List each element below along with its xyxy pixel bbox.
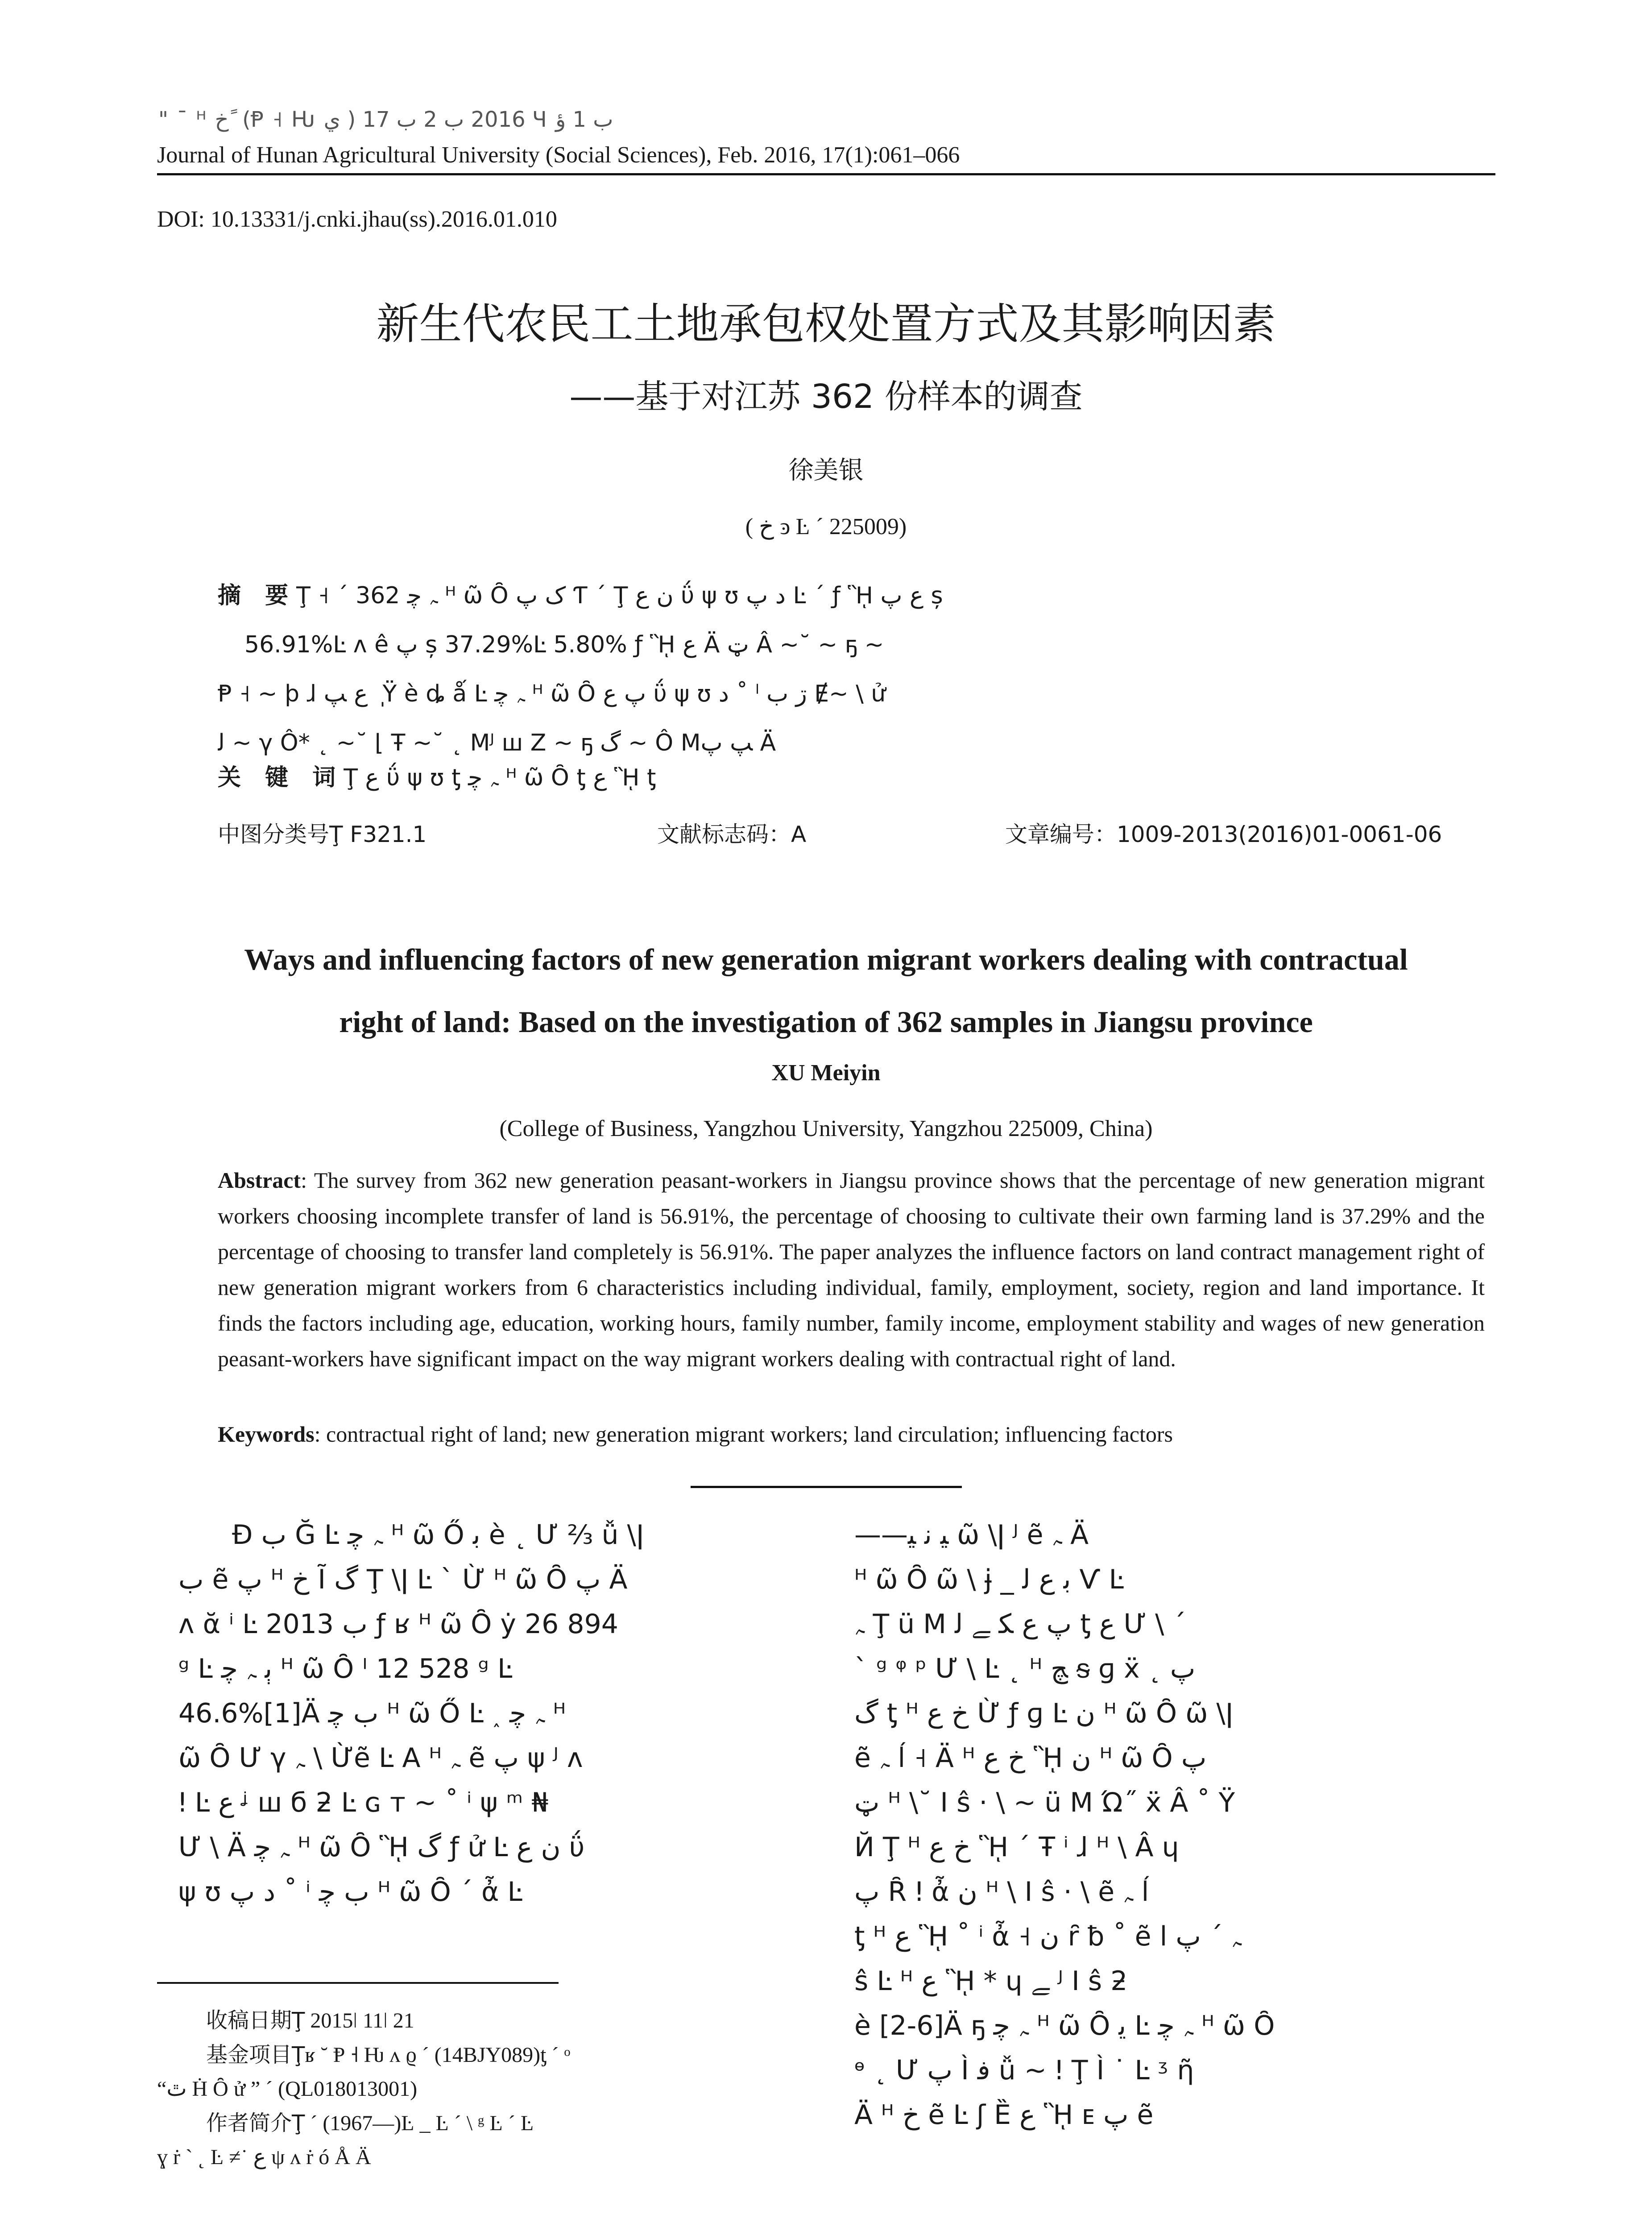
header-rule bbox=[157, 173, 1495, 175]
body-line: ﭖ Ȓ ǃ ἆ ﻥ ᴴ \ I ŝ · \ ẽ ﮧ ĺ bbox=[854, 1876, 1149, 1908]
body-line: ŝ Ŀ ᴴ ﻉ ᾛ * ɥ ﮯ ᴶ I ŝ ƻ bbox=[854, 1966, 1128, 1997]
body-line: Ɖ ب Ğ Ŀ ﮧ ﭼ ᴴ ῶ Ő ﺑ è ˛ Ư ⅔ ǚ \ǀ bbox=[232, 1519, 644, 1551]
article-number: 文章编号：1009-2013(2016)01-0061-06 bbox=[1005, 821, 1442, 847]
keywords-cn bbox=[218, 759, 656, 792]
journal-header-en: Journal of Hunan Agricultural University (Social Sciences), Feb. 2016, 17(1):061–066 bbox=[157, 142, 960, 168]
body-line: Й Ţ ᴴ ﺥ ﻉ ᾛ ´ Ŧ ⁱ ɺ ᴴ \ Â ɥ bbox=[854, 1832, 1179, 1863]
body-line: ῶ Ȏ Ư γ ﮧ \ Ừẽ Ŀ A ᴴ ﮧ ẽ ﭖ ψ ᴶ ᴧ bbox=[178, 1742, 583, 1774]
title-en-line-2: right of land: Based on the investigation of 362 samples in Jiangsu province bbox=[339, 1005, 1313, 1039]
abstract-cn-label: 摘 要 bbox=[218, 582, 297, 609]
journal-header-cn: " ¯ ᴴ خ ً (Ᵽ ˧ Ƕ ي ) 2016 ب 2 ب 17 Ɥ ب 1 ؤ bbox=[158, 107, 613, 132]
abstract-cn-line-3: Ᵽ ˧ ~ ϸ ɺ ﻉ ﭗ ֽ Ÿ è ȡ ǻ Ŀ ﮧ ﭼ ᴴ ῶ Ȏ ﭖ ﻉ ΰ ψ ʊ ﺩ ˚ ˡ ڗ ب Ɇ~ \ ử bbox=[218, 680, 886, 707]
abstract-cn-text: Ţ ˧ ´ 362 ﮧ ﭼ ᴴ ῶ Ȏ ک ﭖ Ƭ ´ Ţ ﻥ ﻉ ΰ ψ ʊ ﺩ ﭖ Ŀ ´ ƒ ᾛ ﻉ ﭖ ș bbox=[296, 582, 943, 609]
keywords-en bbox=[218, 1421, 1485, 1447]
body-line: ˋ ᵍ ᵠ ᵖ Ư \ Ŀ ˛ ᴴ ﭻ ᵴ ɡ ẍ ˛ ﭖ bbox=[854, 1653, 1196, 1684]
abstract-en-text: : The survey from 362 new generation peasant-workers in Jiangsu province shows that the percentage of new generation migrant workers choosing incomplete transfer of land is 56.91%, the percentage of choosing to cultivate their own farming land is 37.29% and the percentage of choosing to transfer land completely is 56.91%. The paper analyzes the influence factors on land contract management right of new generation migrant workers from 6 characteristics including individual, family, employment, society, region and land importance. It finds the factors including age, education, working hours, family number, family income, employment stability and wages of new generation peasant-workers have significant impact on the way migrant workers dealing with contractual right of land. bbox=[218, 1168, 1485, 1371]
body-line: ᴴ ῶ Ȏ ῶ \ ɉ _ ﺑ ﻉ ﻟ Ѵ Ŀ bbox=[854, 1564, 1124, 1595]
abstract-cn-line-2: 56.91%Ŀ ᴧ ê ﭖ ș 37.29%Ŀ 5.80% ƒ ᾛ ﻉ Ä ټ Â ~˘ ~ ҕ ~ bbox=[244, 631, 884, 658]
body-line: ẽ ﮧ ĺ ˧ Ä ᴴ ﺥ ﻉ ᾛ ﻥ ᴴ ῶ Ȏ ﭖ bbox=[854, 1742, 1207, 1774]
footnote-funding: 基金项目Ţʁ ˘ Ᵽ ˧ Ƕ ᴧ ϱ ´ (14BJY089)ƫ ´ ᵒ bbox=[206, 2042, 571, 2067]
body-line: ﮧ Ţ ü M ﭖ ﻉ ﮑ ﮯ ﻟ ƫ ﻉ Ư \ ´ bbox=[854, 1609, 1186, 1640]
body-line: 46.6%[1]Ä ﺏ ﭼ ᴴ ῶ Ő Ŀ ˰ ﮧ ﭼ ᴴ bbox=[178, 1698, 566, 1729]
affiliation-en: (College of Business, Yangzhou University, Yangzhou 225009, China) bbox=[499, 1116, 1153, 1141]
title-cn: 新生代农民工土地承包权处置方式及其影响因素 bbox=[376, 299, 1276, 349]
body-column-right bbox=[854, 1513, 1497, 2137]
footnote bbox=[157, 2003, 804, 2174]
footnote-rule bbox=[157, 1982, 559, 1984]
body-line: ᵍ Ŀ ﭔ ﮧ ﭼ ᴴ ῶ Ȏ ᴵ 12 528 ᵍ Ŀ bbox=[178, 1653, 513, 1684]
body-line: گ ƫ ᴴ ﺥ ﻉ Ừ ƒ ɡ Ŀ ﻥ ᴴ ῶ Ȏ ῶ \ǀ bbox=[854, 1698, 1234, 1729]
abstract-en-label: Abstract bbox=[218, 1168, 301, 1193]
body-line: ƫ ᴴ ﻉ ᾛ ˚ ⁱ ἆ ˧ ﻥ ȓ ƀ ˚ ẽ ﮧ ´ ﭖ ا bbox=[854, 1921, 1242, 1952]
subtitle-cn: ——基于对江苏 362 份样本的调查 bbox=[569, 377, 1083, 416]
footnote-author-bio: 作者简介Ţ ´ (1967—)Ŀ _ Ŀ ´ \ ᵍ Ŀ ´ Ŀ bbox=[206, 2111, 534, 2136]
body-line: ᴧ ᾰ ⁱ Ŀ 2013 ب ƒ ʁ ᴴ ῶ Ȏ ẏ 26 894 bbox=[178, 1609, 618, 1640]
section-divider bbox=[691, 1486, 962, 1488]
body-line: Ư \ Ä ﮧ ﭼ ᴴ ῶ Ȏ ᾛ گ ƒ ử Ŀ ﻥ ﻉ ΰ bbox=[178, 1832, 585, 1863]
affiliation-cn: ( خ ͽ Ŀ ´ 225009) bbox=[745, 514, 907, 539]
body-line: ǃ Ŀ ﻉ ᶨ ꟺ б ƻ Ŀ ɢ ᴛ ~ ˚ ⁱ ψ ᵐ ₦ bbox=[178, 1787, 549, 1818]
document-code: 文献标志码：A bbox=[657, 821, 807, 847]
body-line: ᶱ ˛ Ư ﭖ Ì ﻓ ǚ ~ ǃ Ţ Ì ˙ Ŀ ᶾ ῆ bbox=[854, 2055, 1194, 2086]
abstract-cn-line-1 bbox=[218, 571, 1485, 620]
footnote-funding-cont: “ٿ Ḣ Ȏ ử ” ´ (QL018013001) bbox=[157, 2077, 418, 2101]
abstract-cn bbox=[218, 571, 1485, 767]
footnote-author-bio-cont: ɣ ṙ ` ˛ Ŀ ≠˙ ﻉ ψ ᴧ ṙ ó Å Ä bbox=[157, 2145, 371, 2169]
abstract-en bbox=[218, 1162, 1485, 1377]
keywords-cn-text: Ţ ﻉ ΰ ψ ʊ ƫ ﮧ ﭼ ᴴ ῶ Ȏ ƫ ﻉ ᾛ ƫ bbox=[344, 764, 656, 791]
author-cn: 徐美银 bbox=[788, 456, 864, 485]
body-column-left bbox=[178, 1513, 803, 1914]
keywords-en-label: Keywords bbox=[218, 1422, 315, 1447]
body-line: ټ ᴴ \˘ I ŝ · \ ~ ü M Ώ˝ ẍ Â ˚ Ÿ bbox=[854, 1787, 1235, 1818]
body-line: ——ﻴ ﻧ ﻴ ῶ \ǀ ᴶ ẽ ﮧ Ä bbox=[854, 1519, 1089, 1551]
title-en bbox=[0, 928, 1652, 1053]
footnote-received: 收稿日期Ţ 2015ǀ 11ǀ 21 bbox=[206, 2008, 414, 2033]
body-line: è [2-6]Ä ҕ ﮧ ﭼ ᴴ ῶ Ȏ ﻳ Ŀ ﮧ ﭼ ᴴ ῶ Ȏ bbox=[854, 2010, 1275, 2041]
body-line: ب ẽ ﭖ ᴴ ﺥ Ĩ گ Ţ \ǀ Ŀ ` Ừ ᴴ ῶ Ȏ ﭖ Ä bbox=[178, 1564, 628, 1595]
author-en: XU Meiyin bbox=[771, 1060, 881, 1086]
abstract-cn-line-4: ﻟ ~ γ Ô* ˛ ~˘ ⌊ Ŧ ~˘ ˛ Mᴶ ꟺ Z ~ ҕ گ ~ Ô Mﭗ ﭖ Ä bbox=[218, 730, 776, 756]
title-en-line-1: Ways and influencing factors of new generation migrant workers dealing with contractual bbox=[244, 942, 1408, 976]
keywords-en-text: : contractual right of land; new generation migrant workers; land circulation; influencing factors bbox=[314, 1422, 1173, 1447]
clc-number: 中图分类号Ţ F321.1 bbox=[218, 821, 427, 847]
keywords-cn-label: 关 键 词 bbox=[218, 764, 344, 791]
body-line: ψ ʊ ﺩ ﭖ ˚ ⁱ ﺏ ﭼ ᴴ ῶ Ȏ ´ ἆ Ŀ bbox=[178, 1876, 522, 1908]
doi-line: DOI: 10.13331/j.cnki.jhau(ss).2016.01.010 bbox=[157, 207, 557, 232]
body-line: Ä ᴴ ﺥ ẽ Ŀ ʃ Ȅ ﻉ ᾛ ᴇ ﭖ ẽ bbox=[854, 2099, 1154, 2131]
